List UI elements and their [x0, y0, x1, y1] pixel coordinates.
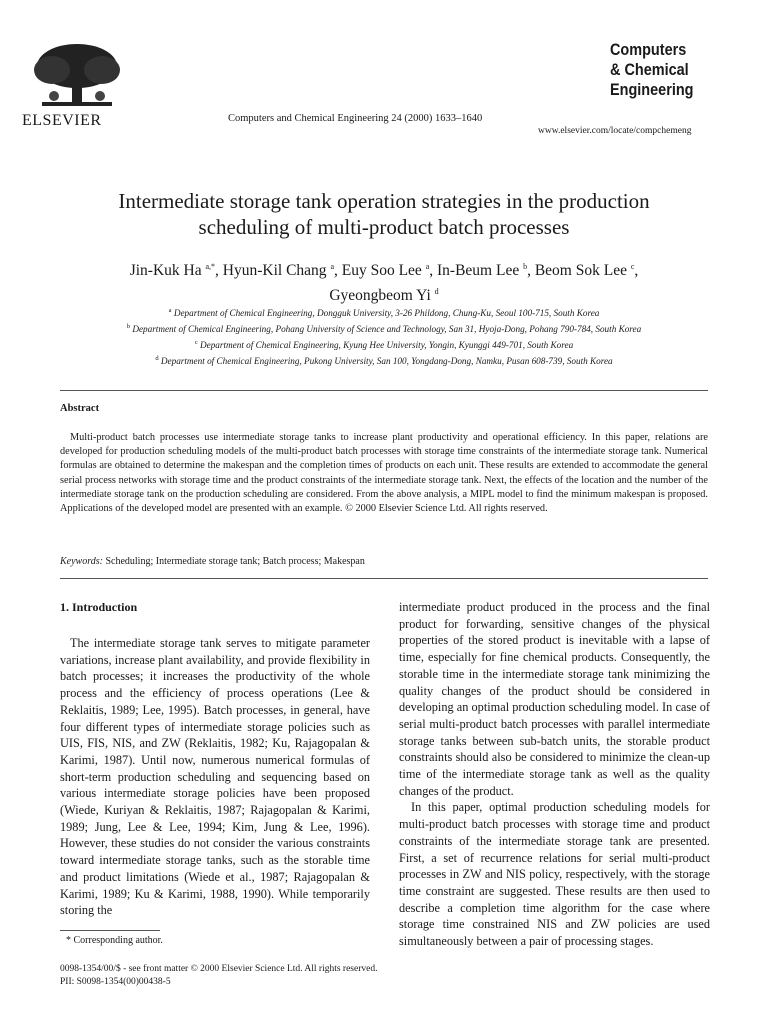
author-separator: ,: [215, 262, 223, 280]
author-name[interactable]: Jin-Kuk Ha: [129, 262, 202, 280]
author-name[interactable]: Gyeongbeom Yi: [329, 287, 431, 305]
affil-mark: c: [194, 339, 198, 347]
section-heading: 1. Introduction: [60, 600, 138, 614]
affil-text: Department of Chemical Engineering, Kyung Hee University, Yongin, Kyunggi 449-701, South Korea: [200, 340, 574, 351]
affiliation: [0, 304, 768, 320]
author-list: [0, 256, 768, 306]
keywords: [60, 556, 365, 567]
affiliation: [0, 352, 768, 368]
front-matter: [60, 963, 377, 989]
affil-text: Department of Chemical Engineering, Pohang University of Science and Technology, San 31, Hyoja-Dong, Pohang 790-784, South Korea: [132, 324, 642, 335]
affil-text: Department of Chemical Engineering, Dongguk University, 3-26 Phildong, Chung-Ku, Seoul 100-715, South Korea: [173, 308, 600, 319]
journal-url[interactable]: www.elsevier.com/locate/compchemeng: [538, 126, 692, 136]
author-name[interactable]: In-Beum Lee: [437, 262, 520, 280]
author-separator: ,: [527, 262, 535, 280]
affiliation: [0, 320, 768, 336]
author-affil-mark: a: [425, 262, 430, 271]
journal-title: [610, 40, 693, 100]
author-affil-mark: a,*: [205, 262, 216, 271]
footnote: * Corresponding author.: [66, 935, 163, 946]
journal-title-line: Computers: [610, 40, 687, 59]
copyright-line: 0098-1354/00/$ - see front matter © 2000 Elsevier Science Ltd. All rights reserved.: [60, 964, 378, 974]
pii-line: PII: S0098-1354(00)00438-5: [60, 977, 171, 987]
author-name[interactable]: Euy Soo Lee: [341, 262, 422, 280]
body-column-left: The intermediate storage tank serves to mitigate parameter variations, increase plant availability, and provide flexibility in batch processes; it increases the productivity of the whole process and the efficiency of process operations (Lee & Reklaitis, 1989; Lee, 1995). Batch processes, in general, have four different types of intermediate storage policies such as UIS, FIS, NIS, and ZW (Reklaitis, 1982; Ku, Rajagopalan & Karimi, 1987). Until now, numerous numerical formulas of short-term production scheduling and sequencing based on various intermediate storage policies have been proposed (Wiede, Kuriyan & Reklaitis, 1987; Rajagopalan & Karimi, 1989; Jung, Lee & Lee, 1994; Kim, Jung & Lee, 1996). However, these studies do not consider the various constraints toward intermediate storage tanks, such as the storable time and product limitations (Wiede et al., 1987; Rajagopalan & Karimi, 1989; Ku & Karimi, 1988, 1990). While temporarily storing the: [60, 636, 370, 918]
publisher-name: ELSEVIER: [22, 112, 102, 129]
author-affil-mark: a: [330, 262, 334, 271]
paragraph: intermediate product produced in the process and the final product for forwarding, sensitive changes of the physical properties of the stored product is inevitable with a lapse of time, especially for fine chemical products. Consequently, the storable time in the intermediate storage tank minimizing the quality changes of the product should be considered in developing an optimal production scheduling model. In case of serial multi-product batch processes with parallel intermediate storage tanks between sub-batch units, the storable product constraints should also be considered to minimize the clean-up time of the intermediate storage tank as well as the quality changes of the product.: [399, 600, 710, 798]
author-separator: ,: [634, 262, 639, 280]
paragraph: In this paper, optimal production scheduling models for multi-product batch processes with storage time and product constraints of the intermediate storage tank are presented. First, a set of recurrence relations for serial multi-product processes in ZW and NIS policy, respectively, with the storage time constraint are suggested. These results are then used to describe a completion time algorithm for the case where storage time constrained NIS and ZW policies are used simultaneously between a pair of processing stages.: [399, 800, 710, 949]
keywords-text: Scheduling; Intermediate storage tank; Batch process; Makespan: [105, 556, 365, 567]
affil-mark: d: [155, 355, 159, 363]
author-line: [0, 281, 768, 306]
abstract-heading: Abstract: [60, 403, 100, 414]
body-column-right: [399, 599, 710, 950]
affil-text: Department of Chemical Engineering, Pukong University, San 100, Yongdang-Dong, Namku, Pusan 608-739, South Korea: [160, 356, 613, 367]
author-separator: ,: [334, 262, 342, 280]
author-affil-mark: d: [434, 287, 439, 297]
author-name[interactable]: Hyun-Kil Chang: [222, 262, 327, 280]
elsevier-logo: [22, 40, 142, 130]
affil-mark: a: [168, 307, 172, 314]
affiliation: [0, 336, 768, 352]
affil-mark: b: [126, 323, 131, 331]
article-title: [0, 188, 768, 240]
journal-title-line: & Chemical: [610, 60, 689, 79]
author-affil-mark: c: [630, 262, 635, 271]
elsevier-tree-icon: [22, 40, 132, 112]
journal-title-line: Engineering: [610, 80, 694, 99]
author-line: [0, 256, 768, 281]
author-name[interactable]: Beom Sok Lee: [534, 262, 627, 280]
author-affil-mark: b: [523, 262, 528, 271]
divider: [60, 390, 708, 391]
author-separator: ,: [429, 262, 438, 280]
keywords-label: Keywords:: [60, 556, 103, 567]
affiliation-list: [0, 304, 768, 368]
abstract-text: Multi-product batch processes use intermediate storage tanks to increase plant productivity and operational efficiency. In this paper, relations are developed for production scheduling models of the multi-product batch processes with storage time constraints of the intermediate storage tank. Numerical formulas are obtained to determine the makespan and the completion times of products on each unit. These results are extended to accommodate the general serial process networks with storage time and the product constraints of the intermediate storage tank. Next, the effects of the location and the number of the intermediate storage tank on the production scheduling are considered. From the above analysis, a MIPL model to find the minimum makespan is proposed. Applications of the developed model are presented with an example. © 2000 Elsevier Science Ltd. All rights reserved.: [60, 432, 708, 515]
footnote-divider: [60, 930, 160, 931]
title-line: scheduling of multi-product batch processes: [198, 215, 570, 239]
title-line: Intermediate storage tank operation strategies in the production: [118, 189, 650, 213]
journal-reference: Computers and Chemical Engineering 24 (2000) 1633–1640: [228, 113, 483, 124]
divider: [60, 578, 708, 579]
